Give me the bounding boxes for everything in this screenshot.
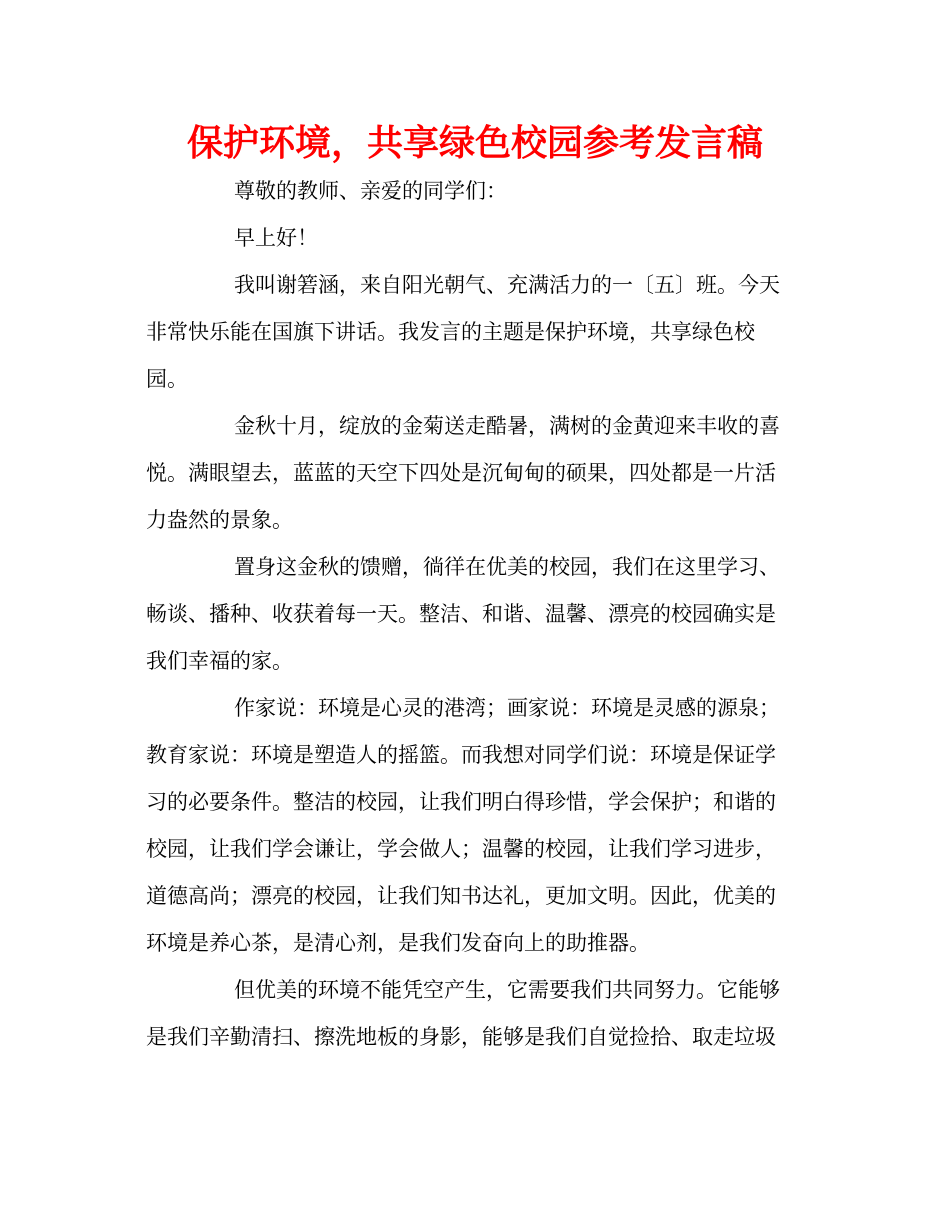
text-line: 力盎然的景象。 bbox=[146, 508, 293, 532]
text-line: 是我们辛勤清扫、擦洗地板的身影，能够是我们自觉捡拾、取走垃圾 bbox=[146, 1025, 776, 1049]
document-title: 保护环境，共享绿色校园参考发言稿 bbox=[186, 123, 763, 164]
text-line: 金秋十月，绽放的金菊送走酷暑，满树的金黄迎来丰收的喜 bbox=[234, 414, 780, 438]
text-line: 置身这金秋的馈赠，徜徉在优美的校园，我们在这里学习、 bbox=[234, 555, 780, 579]
text-line: 校园，让我们学会谦让，学会做人；温馨的校园，让我们学习进步， bbox=[146, 837, 776, 861]
text-line: 悦。满眼望去，蓝蓝的天空下四处是沉甸甸的硕果，四处都是一片活 bbox=[146, 461, 776, 485]
text-line: 作家说：环境是心灵的港湾；画家说：环境是灵感的源泉； bbox=[234, 696, 780, 720]
text-line: 环境是养心茶，是清心剂，是我们发奋向上的助推器。 bbox=[146, 931, 650, 955]
text-line: 畅谈、播种、收获着每一天。整洁、和谐、温馨、漂亮的校园确实是 bbox=[146, 602, 776, 626]
text-line: 教育家说：环境是塑造人的摇篮。而我想对同学们说：环境是保证学 bbox=[146, 743, 776, 767]
text-line: 我们幸福的家。 bbox=[146, 649, 293, 673]
text-line: 园。 bbox=[146, 367, 188, 391]
text-line: 道德高尚；漂亮的校园，让我们知书达礼，更加文明。因此，优美的 bbox=[146, 884, 776, 908]
text-line: 早上好！ bbox=[234, 226, 318, 250]
text-line: 习的必要条件。整洁的校园，让我们明白得珍惜，学会保护；和谐的 bbox=[146, 790, 776, 814]
text-line: 但优美的环境不能凭空产生，它需要我们共同努力。它能够 bbox=[234, 978, 780, 1002]
text-line: 我叫谢箬涵，来自阳光朝气、充满活力的一〔五〕班。今天 bbox=[234, 273, 780, 297]
text-line: 尊敬的教师、亲爱的同学们： bbox=[234, 179, 507, 203]
document-body bbox=[146, 168, 806, 1061]
text-line: 非常快乐能在国旗下讲话。我发言的主题是保护环境，共享绿色校 bbox=[146, 320, 755, 344]
